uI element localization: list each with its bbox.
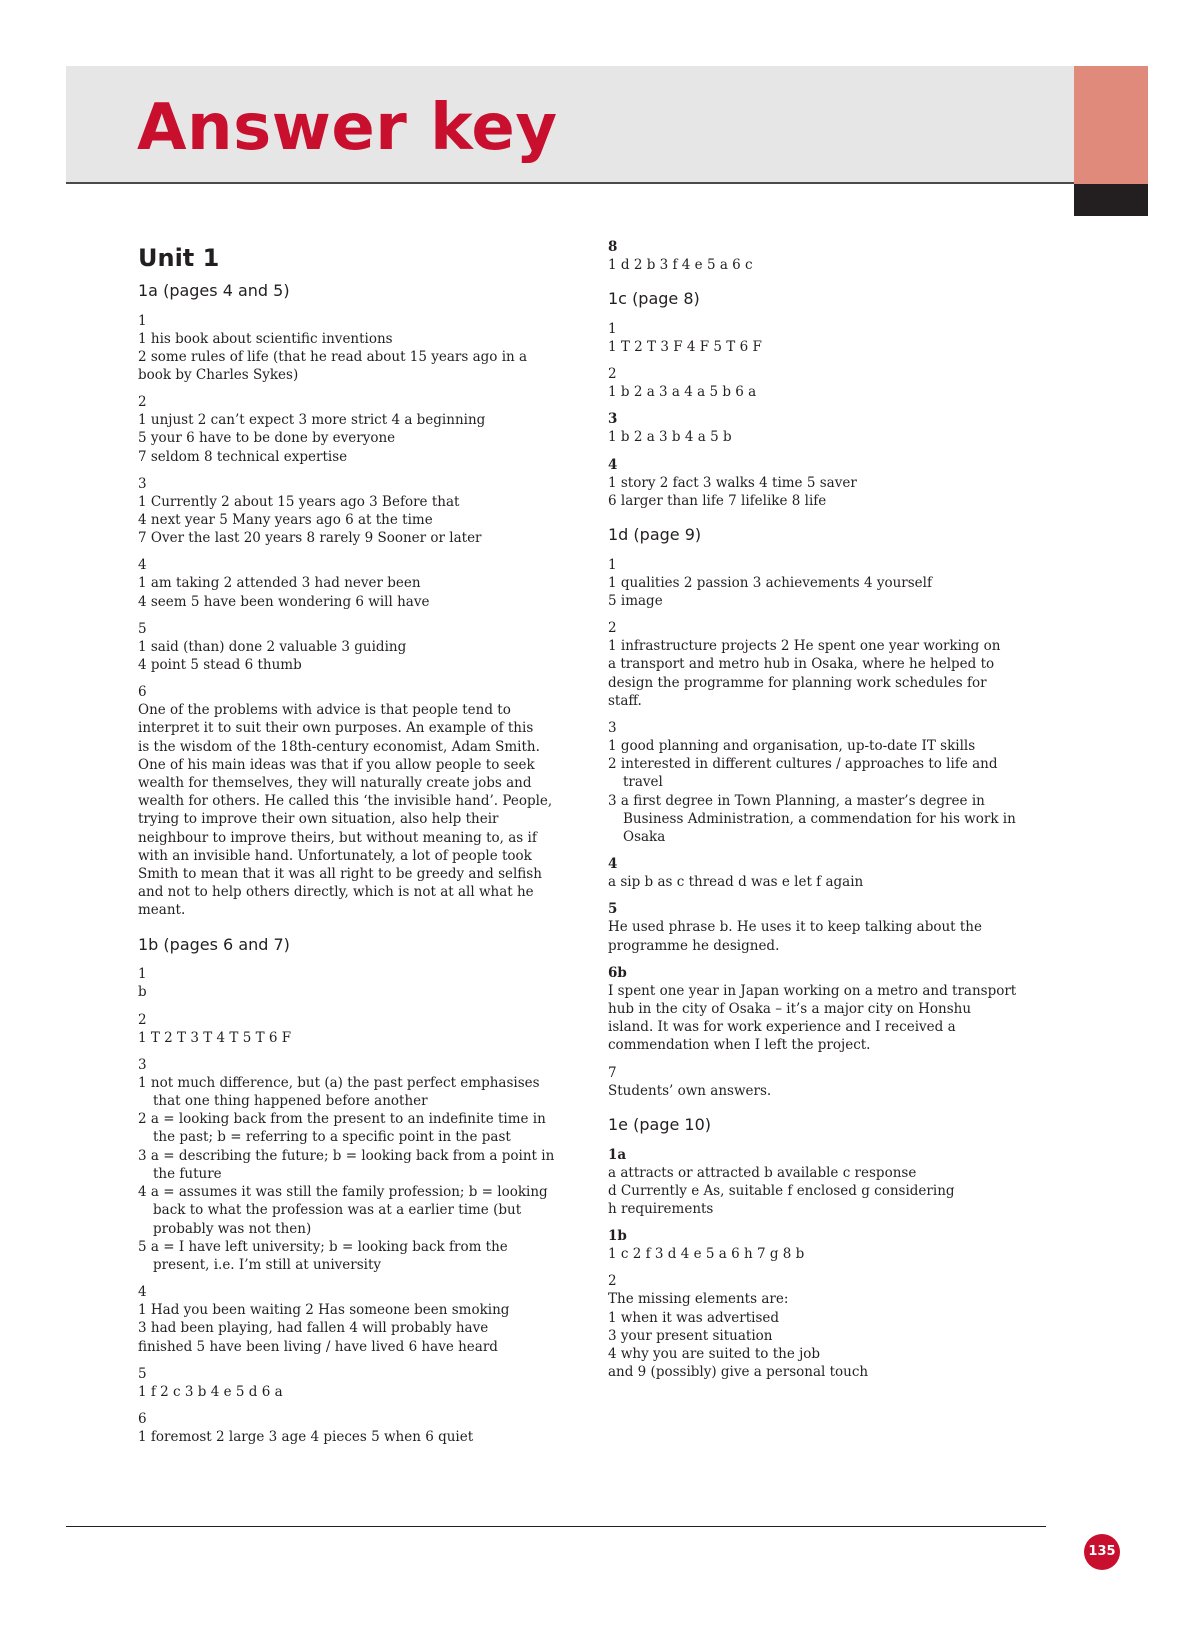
exercise-1e-1a — [608, 1146, 1058, 1219]
answer-line: trying to improve their own situation, also help their — [138, 811, 499, 828]
answer-line: 3 had been playing, had fallen 4 will probably have — [138, 1320, 489, 1337]
answer-line: programme he designed. — [608, 937, 780, 954]
answer-line: a sip b as c thread d was e let f again — [608, 874, 864, 891]
exercise-number: 1 — [138, 312, 147, 329]
answer-line: with an invisible hand. Unfortunately, a lot of people took — [138, 847, 532, 864]
answer-line: the past; b = referring to a specific point in the past — [153, 1129, 511, 1146]
answer-line: Smith to mean that it was all right to be greedy and selfish — [138, 866, 542, 883]
answer-line: a attracts or attracted b available c response — [608, 1164, 917, 1181]
answer-line: 3 a first degree in Town Planning, a master’s degree in — [608, 792, 985, 809]
answer-line: 1 said (than) done 2 valuable 3 guiding — [138, 638, 407, 655]
answer-line: present, i.e. I’m still at university — [153, 1256, 382, 1273]
answer-line: 1 his book about scientific inventions — [138, 330, 393, 347]
exercise-1a-3 — [138, 475, 588, 548]
answer-line: 7 seldom 8 technical expertise — [138, 448, 348, 465]
answer-line: One of his main ideas was that if you allow people to seek — [138, 756, 535, 773]
exercise-number: 1a — [608, 1146, 627, 1163]
answer-line: hub in the city of Osaka – it’s a major city on Honshu — [608, 1001, 972, 1018]
answer-line: 1 good planning and organisation, up-to-date IT skills — [608, 738, 976, 755]
exercise-number: 2 — [138, 1011, 147, 1028]
exercise-1b-6 — [138, 1410, 588, 1446]
exercise-1a-4 — [138, 556, 588, 610]
exercise-1b-1 — [138, 965, 588, 1001]
page-number-badge: 135 — [1084, 1534, 1120, 1570]
exercise-number: 6 — [138, 1410, 147, 1427]
answer-line: 7 Over the last 20 years 8 rarely 9 Sooner or later — [138, 530, 482, 547]
answer-line: Business Administration, a commendation for his work in — [623, 810, 1016, 827]
right-column — [608, 238, 1058, 1391]
exercise-number: 5 — [138, 1365, 147, 1382]
exercise-number: 1 — [138, 966, 147, 983]
answer-line: that one thing happened before another — [153, 1093, 428, 1110]
answer-line: 4 next year 5 Many years ago 6 at the time — [138, 512, 433, 529]
exercise-1a-6 — [138, 683, 588, 919]
section-title-1e: 1e (page 10) — [608, 1114, 711, 1134]
exercise-1c-3 — [608, 410, 1058, 446]
page-title: Answer key — [137, 91, 558, 165]
exercise-1d-3 — [608, 719, 1058, 846]
answer-line: 1 f 2 c 3 b 4 e 5 d 6 a — [138, 1383, 283, 1400]
answer-line: design the programme for planning work schedules for — [608, 674, 987, 691]
exercise-number: 7 — [608, 1064, 617, 1081]
answer-line: 1 T 2 T 3 F 4 F 5 T 6 F — [608, 339, 762, 355]
exercise-1a-1 — [138, 312, 588, 385]
answer-line: interpret it to suit their own purposes. An example of this — [138, 720, 534, 737]
exercise-number: 3 — [608, 720, 617, 737]
exercise-number: 2 — [608, 366, 617, 383]
answer-line: and not to help others directly, which is not at all what he — [138, 884, 534, 901]
answer-line: 6 larger than life 7 lifelike 8 life — [608, 492, 827, 509]
answer-line: The missing elements are: — [608, 1291, 789, 1308]
answer-line: island. It was for work experience and I received a — [608, 1019, 956, 1036]
exercise-1d-7 — [608, 1064, 1058, 1100]
footer-rule — [66, 1526, 1046, 1527]
answer-line: 5 your 6 have to be done by everyone — [138, 430, 396, 447]
answer-line: 4 why you are suited to the job — [608, 1346, 821, 1363]
answer-line: Osaka — [623, 829, 666, 846]
answer-line: commendation when I left the project. — [608, 1037, 871, 1054]
answer-line: back to what the profession was at a earlier time (but — [153, 1202, 522, 1219]
exercise-number: 5 — [138, 620, 147, 637]
exercise-number: 1 — [608, 321, 617, 337]
exercise-number: 8 — [608, 239, 618, 255]
answer-line: He used phrase b. He uses it to keep talking about the — [608, 919, 982, 936]
answer-line: 5 a = I have left university; b = looking back from the — [138, 1238, 508, 1255]
exercise-1c-2 — [608, 365, 1058, 401]
exercise-number: 5 — [608, 901, 618, 918]
answer-line: h requirements — [608, 1201, 714, 1218]
answer-line: 1 b 2 a 3 a 4 a 5 b 6 a — [608, 384, 757, 401]
corner-accent-pink — [1074, 66, 1148, 184]
answer-line: staff. — [608, 692, 642, 709]
answer-line: 1 unjust 2 can’t expect 3 more strict 4 a beginning — [138, 412, 486, 429]
answer-line: probably was not then) — [153, 1220, 312, 1237]
section-title-1a: 1a (pages 4 and 5) — [138, 280, 290, 300]
section-title-1d: 1d (page 9) — [608, 525, 702, 545]
answer-line: 1 c 2 f 3 d 4 e 5 a 6 h 7 g 8 b — [608, 1246, 805, 1263]
exercise-1b-4 — [138, 1283, 588, 1356]
exercise-1a-2 — [138, 393, 588, 466]
answer-line: travel — [623, 774, 663, 791]
answer-line: 1 Had you been waiting 2 Has someone been smoking — [138, 1302, 510, 1319]
exercise-1d-2 — [608, 619, 1058, 710]
answer-line: 4 a = assumes it was still the family profession; b = looking — [138, 1184, 548, 1201]
answer-line: 4 point 5 stead 6 thumb — [138, 657, 302, 674]
answer-line: neighbour to improve theirs, but without meaning to, as if — [138, 829, 537, 846]
exercise-number: 4 — [608, 456, 618, 473]
exercise-number: 2 — [608, 620, 617, 637]
exercise-number: 4 — [608, 856, 618, 873]
exercise-1d-6b — [608, 964, 1058, 1055]
answer-line: 1 foremost 2 large 3 age 4 pieces 5 when 6 quiet — [138, 1428, 474, 1445]
answer-line: 1 infrastructure projects 2 He spent one year working on — [608, 638, 1001, 655]
answer-line: meant. — [138, 902, 186, 919]
answer-line: I spent one year in Japan working on a metro and transport — [608, 982, 1017, 999]
answer-line: wealth for themselves, they will naturally create jobs and — [138, 775, 532, 792]
answer-line: 1 T 2 T 3 T 4 T 5 T 6 F — [138, 1029, 292, 1046]
exercise-1a-5 — [138, 620, 588, 674]
answer-line: 1 am taking 2 attended 3 had never been — [138, 575, 421, 592]
answer-line: is the wisdom of the 18th-century economist, Adam Smith. — [138, 738, 540, 755]
exercise-1e-1b — [608, 1227, 1058, 1263]
exercise-1d-5 — [608, 900, 1058, 954]
exercise-1b-3 — [138, 1056, 588, 1274]
answer-line: 2 a = looking back from the present to an indefinite time in — [138, 1111, 546, 1128]
answer-line: Students’ own answers. — [608, 1082, 772, 1099]
exercise-number: 3 — [138, 475, 147, 492]
answer-line: 1 Currently 2 about 15 years ago 3 Before that — [138, 493, 460, 510]
answer-line: 2 interested in different cultures / approaches to life and — [608, 756, 998, 773]
corner-accent-dark — [1074, 184, 1148, 216]
section-title-1c: 1c (page 8) — [608, 289, 700, 309]
answer-line: 5 image — [608, 593, 663, 610]
answer-line: 1 b 2 a 3 b 4 a 5 b — [608, 429, 732, 446]
answer-line: 3 your present situation — [608, 1327, 773, 1344]
exercise-number: 4 — [138, 557, 147, 574]
exercise-1c-1 — [608, 320, 1058, 356]
unit-title: Unit 1 — [138, 244, 220, 272]
answer-line: 3 a = describing the future; b = looking back from a point in — [138, 1147, 555, 1164]
answer-line: wealth for others. He called this ‘the invisible hand’. People, — [138, 793, 553, 810]
exercise-1d-1 — [608, 556, 1058, 610]
exercise-1e-2 — [608, 1272, 1058, 1381]
exercise-number: 2 — [608, 1273, 617, 1290]
exercise-1b-5 — [138, 1365, 588, 1401]
exercise-1b-8 — [608, 238, 1058, 274]
exercise-number: 6b — [608, 964, 627, 981]
exercise-number: 1b — [608, 1228, 627, 1245]
exercise-number: 4 — [138, 1284, 147, 1301]
answer-line: book by Charles Sykes) — [138, 367, 299, 383]
exercise-1c-4 — [608, 456, 1058, 510]
exercise-1b-2 — [138, 1011, 588, 1047]
section-title-1b: 1b (pages 6 and 7) — [138, 934, 290, 954]
answer-line: and 9 (possibly) give a personal touch — [608, 1364, 869, 1381]
answer-line: 1 qualities 2 passion 3 achievements 4 yourself — [608, 574, 932, 591]
answer-line: finished 5 have been living / have lived 6 have heard — [138, 1338, 498, 1355]
answer-line: 2 some rules of life (that he read about 15 years ago in a — [138, 348, 528, 365]
answer-line: 1 story 2 fact 3 walks 4 time 5 saver — [608, 474, 857, 491]
answer-line: 1 when it was advertised — [608, 1309, 780, 1326]
answer-line: One of the problems with advice is that people tend to — [138, 702, 511, 719]
header-rule — [66, 182, 1074, 184]
answer-line: 1 d 2 b 3 f 4 e 5 a 6 c — [608, 257, 753, 273]
left-column — [138, 238, 588, 1455]
exercise-number: 3 — [138, 1056, 147, 1073]
exercise-number: 1 — [608, 556, 617, 573]
answer-line: b — [138, 984, 147, 1001]
answer-line: a transport and metro hub in Osaka, where he helped to — [608, 656, 995, 673]
exercise-number: 6 — [138, 684, 147, 701]
answer-line: d Currently e As, suitable f enclosed g considering — [608, 1182, 955, 1199]
exercise-number: 2 — [138, 394, 147, 411]
answer-line: 4 seem 5 have been wondering 6 will have — [138, 593, 430, 610]
answer-line: the future — [153, 1165, 222, 1182]
exercise-number: 3 — [608, 411, 618, 428]
exercise-1d-4 — [608, 855, 1058, 891]
answer-line: 1 not much difference, but (a) the past perfect emphasises — [138, 1074, 540, 1091]
